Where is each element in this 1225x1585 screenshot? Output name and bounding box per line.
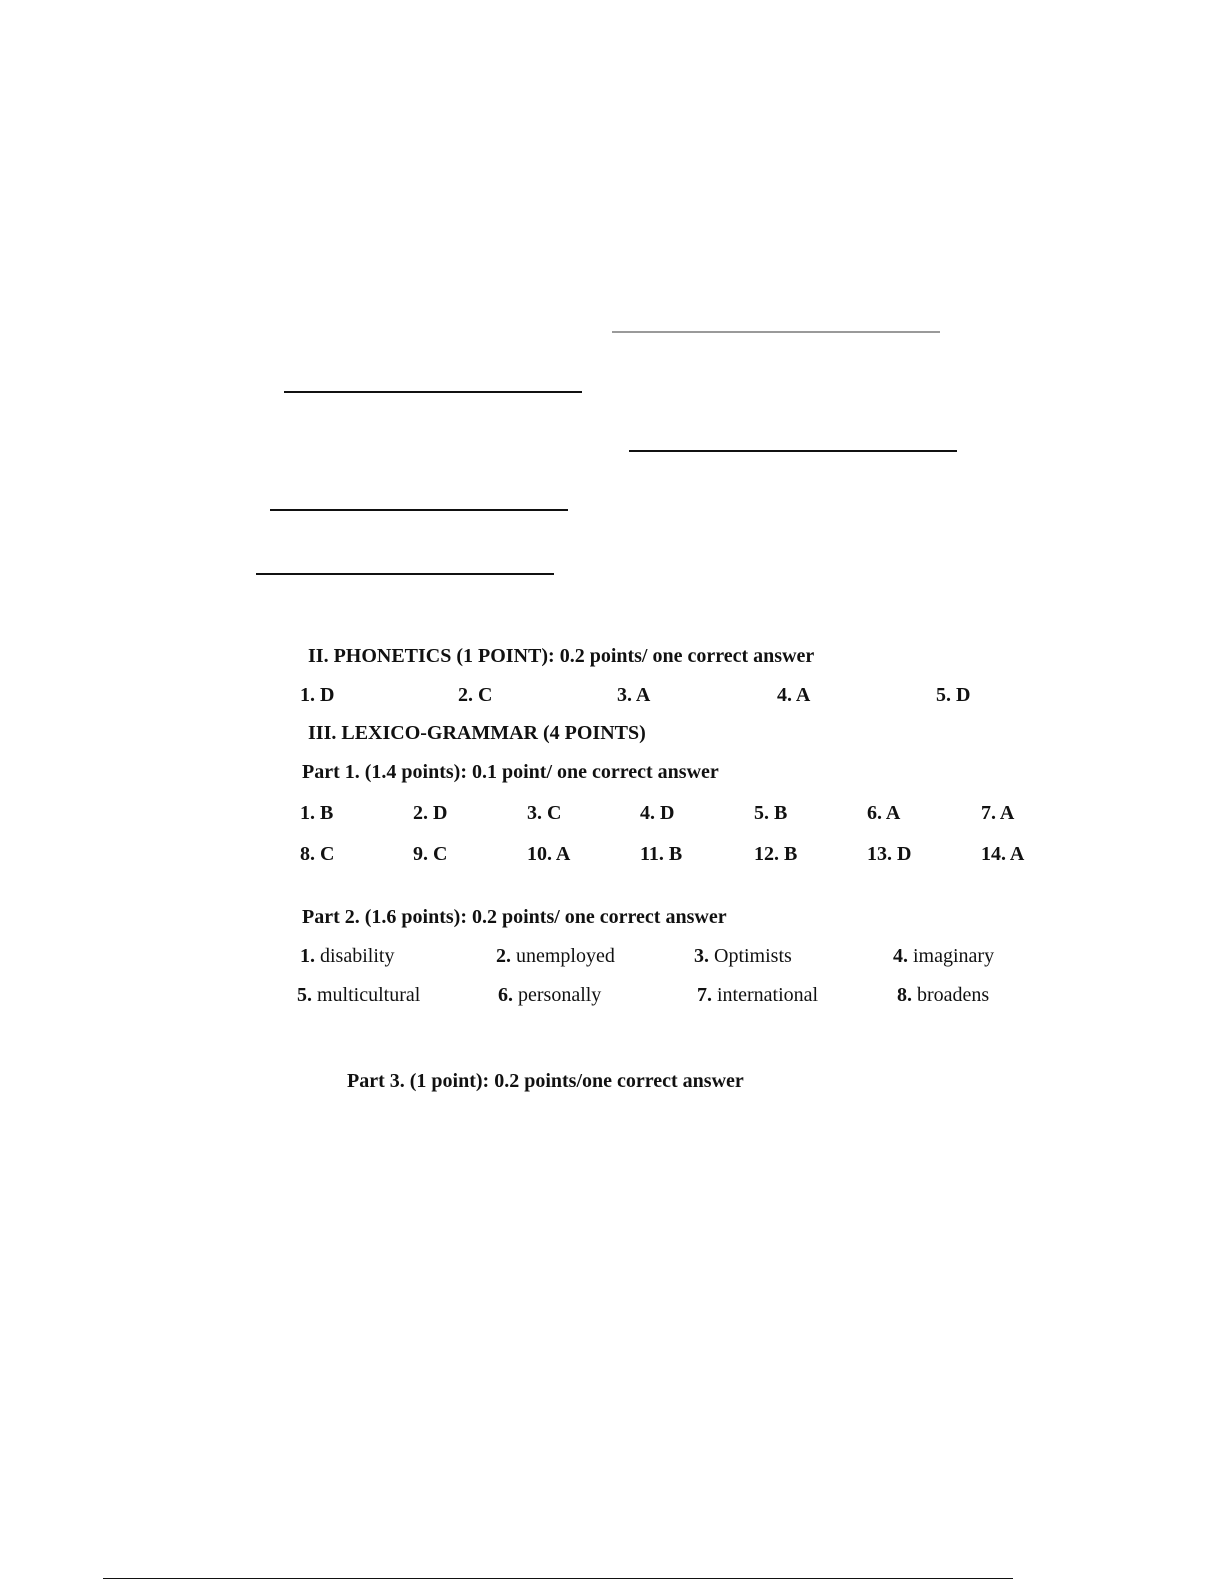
part2-answer-3 [694, 944, 792, 968]
answer-word: unemployed [516, 945, 615, 967]
answer-number: 4. [893, 945, 908, 967]
phonetics-answer-2: 2. C [458, 684, 493, 706]
answer-number: 1. [300, 945, 315, 967]
part1-answer-4: 4. D [640, 802, 675, 824]
part2-answer-4 [893, 944, 994, 968]
phonetics-answer-5: 5. D [936, 684, 971, 706]
answer-number: 6. [498, 984, 513, 1006]
answer-word: international [717, 984, 819, 1006]
part1-answer-11: 11. B [640, 843, 683, 865]
answer-word: personally [518, 984, 602, 1006]
part1-answer-6: 6. A [867, 802, 901, 824]
part2-answer-8 [897, 983, 989, 1007]
part1-answer-8: 8. C [300, 843, 335, 865]
part1-answer-7: 7. A [981, 802, 1015, 824]
part2-answer-5 [297, 983, 420, 1007]
part1-answer-9: 9. C [413, 843, 448, 865]
answer-word: imaginary [913, 945, 995, 967]
answer-number: 7. [697, 984, 712, 1006]
answer-blank-line-3 [629, 450, 957, 452]
part1-heading: Part 1. (1.4 points): 0.1 point/ one correct answer [302, 761, 719, 783]
answer-number: 3. [694, 945, 709, 967]
part2-answer-6 [498, 983, 601, 1007]
part1-answer-13: 13. D [867, 843, 912, 865]
part3-heading: Part 3. (1 point): 0.2 points/one correct answer [347, 1070, 744, 1092]
answer-number: 2. [496, 945, 511, 967]
answer-word: Optimists [714, 945, 792, 967]
part1-answer-3: 3. C [527, 802, 562, 824]
phonetics-heading: II. PHONETICS (1 POINT): 0.2 points/ one correct answer [308, 645, 815, 667]
answer-blank-line-2 [284, 391, 582, 393]
part2-answer-2 [496, 944, 615, 968]
part1-answer-12: 12. B [754, 843, 798, 865]
part1-answer-1: 1. B [300, 802, 334, 824]
answer-word: broadens [917, 984, 990, 1006]
part1-answer-5: 5. B [754, 802, 788, 824]
part1-answer-14: 14. A [981, 843, 1025, 865]
phonetics-answer-4: 4. A [777, 684, 811, 706]
phonetics-answer-1: 1. D [300, 684, 335, 706]
part2-answer-1 [300, 944, 394, 968]
part1-answer-10: 10. A [527, 843, 571, 865]
phonetics-answer-3: 3. A [617, 684, 651, 706]
answer-word: multicultural [317, 984, 421, 1006]
part1-answer-2: 2. D [413, 802, 448, 824]
lexico-grammar-heading: III. LEXICO-GRAMMAR (4 POINTS) [308, 722, 646, 744]
part2-heading: Part 2. (1.6 points): 0.2 points/ one correct answer [302, 906, 727, 928]
page-footer-rule [103, 1578, 1013, 1579]
answer-blank-line-5 [256, 573, 554, 575]
answer-number: 8. [897, 984, 912, 1006]
answer-blank-line-1 [612, 331, 940, 333]
part2-answer-7 [697, 983, 818, 1007]
answer-blank-line-4 [270, 509, 568, 511]
answer-number: 5. [297, 984, 312, 1006]
answer-word: disability [320, 945, 395, 967]
